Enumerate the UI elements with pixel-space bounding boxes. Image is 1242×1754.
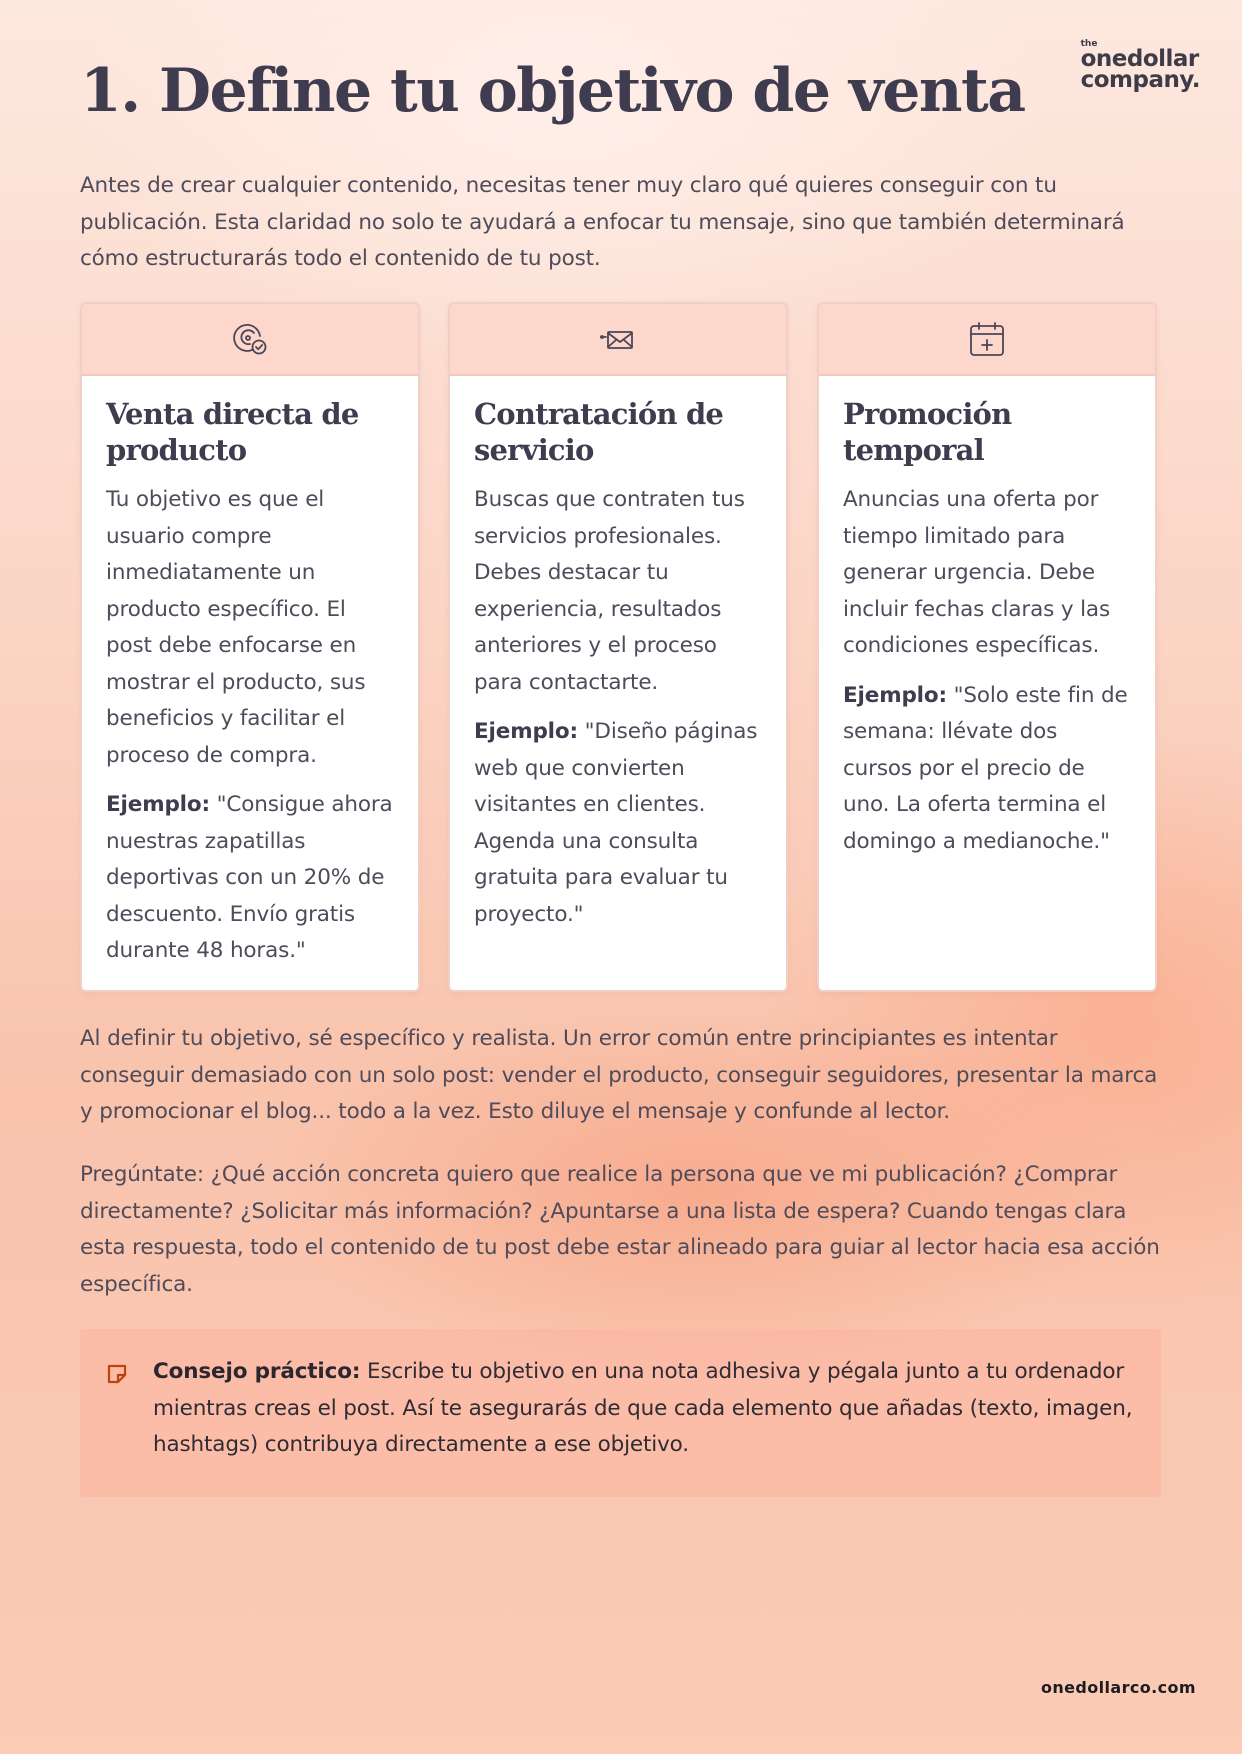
card-service-hiring bbox=[448, 302, 788, 992]
card-title: Contratación de servicio bbox=[474, 397, 724, 467]
example-label: Ejemplo: bbox=[474, 719, 578, 744]
logo-line2: company. bbox=[1080, 66, 1200, 93]
brand-logo bbox=[1080, 39, 1200, 93]
calendar-plus-icon bbox=[967, 319, 1007, 359]
envelope-icon bbox=[598, 319, 638, 359]
card-header bbox=[450, 304, 786, 376]
example-label: Ejemplo: bbox=[843, 682, 947, 708]
tip-text bbox=[153, 1354, 1143, 1464]
example-text: "Solo este fin de semana: llévate dos cursos por el precio de uno. La oferta termina el domingo a medianoche." bbox=[843, 682, 1128, 854]
sticky-note-icon bbox=[105, 1362, 129, 1390]
card-description: Buscas que contraten tus servicios profesionales. Debes destacar tu experiencia, resultados anteriores y el proceso para contactarte. bbox=[474, 487, 745, 695]
tip-body: Escribe tu objetivo en una nota adhesiva y pégala junto a tu ordenador mientras creas el post. Así te asegurarás de que cada elemento que añadas (texto, imagen, hashtags) contribuya directamente a ese objetivo. bbox=[153, 1359, 1133, 1457]
body-paragraph: Pregúntate: ¿Qué acción concreta quiero que realice la persona que ve mi publicación? ¿Comprar directamente? ¿Solicitar más información? ¿Apuntarse a una lista de espera? Cuando tengas clara esta respuesta, todo el contenido de tu post debe estar alineado para guiar al lector hacia esa acción específica. bbox=[80, 1162, 1160, 1297]
example-text: "Diseño páginas web que convierten visitantes en clientes. Agenda una consulta gratuita para evaluar tu proyecto." bbox=[474, 719, 758, 927]
card-temporary-promotion bbox=[817, 302, 1157, 992]
card-title: Promoción temporal bbox=[843, 397, 1012, 467]
example-text: "Consigue ahora nuestras zapatillas deportivas con un 20% de descuento. Envío gratis durante 48 horas." bbox=[106, 792, 393, 963]
tip-callout bbox=[80, 1329, 1161, 1497]
card-example bbox=[843, 678, 1131, 861]
body-paragraph: Al definir tu objetivo, sé específico y realista. Un error común entre principiantes es intentar conseguir demasiado con un solo post: vender el producto, conseguir seguidores, presentar la marca y promocionar el blog... todo a la vez. Esto diluye el mensaje y confunde al lector. bbox=[80, 1026, 1158, 1124]
example-label: Ejemplo: bbox=[106, 792, 210, 817]
card-description: Anuncias una oferta por tiempo limitado para generar urgencia. Debe incluir fechas claras y las condiciones específicas. bbox=[843, 487, 1110, 658]
card-direct-sale bbox=[80, 302, 420, 992]
logo-the: the bbox=[1080, 39, 1098, 49]
card-example bbox=[106, 787, 394, 970]
card-header bbox=[82, 304, 418, 376]
logo-line1: onedollar bbox=[1080, 46, 1199, 73]
page-title: 1. Define tu objetivo de venta bbox=[80, 56, 1025, 126]
card-header bbox=[819, 304, 1155, 376]
footer-url: onedollarco.com bbox=[1040, 1678, 1196, 1697]
card-title: Venta directa de producto bbox=[106, 397, 359, 467]
target-check-icon bbox=[230, 319, 270, 359]
intro-paragraph: Antes de crear cualquier contenido, necesitas tener muy claro qué quieres conseguir con tu publicación. Esta claridad no solo te ayudará a enfocar tu mensaje, sino que también determinará cómo estructurarás todo el contenido de tu post. bbox=[80, 173, 1125, 271]
tip-label: Consejo práctico: bbox=[153, 1359, 361, 1384]
card-example bbox=[474, 714, 762, 933]
card-description: Tu objetivo es que el usuario compre inmediatamente un producto específico. El post debe enfocarse en mostrar el producto, sus beneficios y facilitar el proceso de compra. bbox=[106, 487, 366, 768]
